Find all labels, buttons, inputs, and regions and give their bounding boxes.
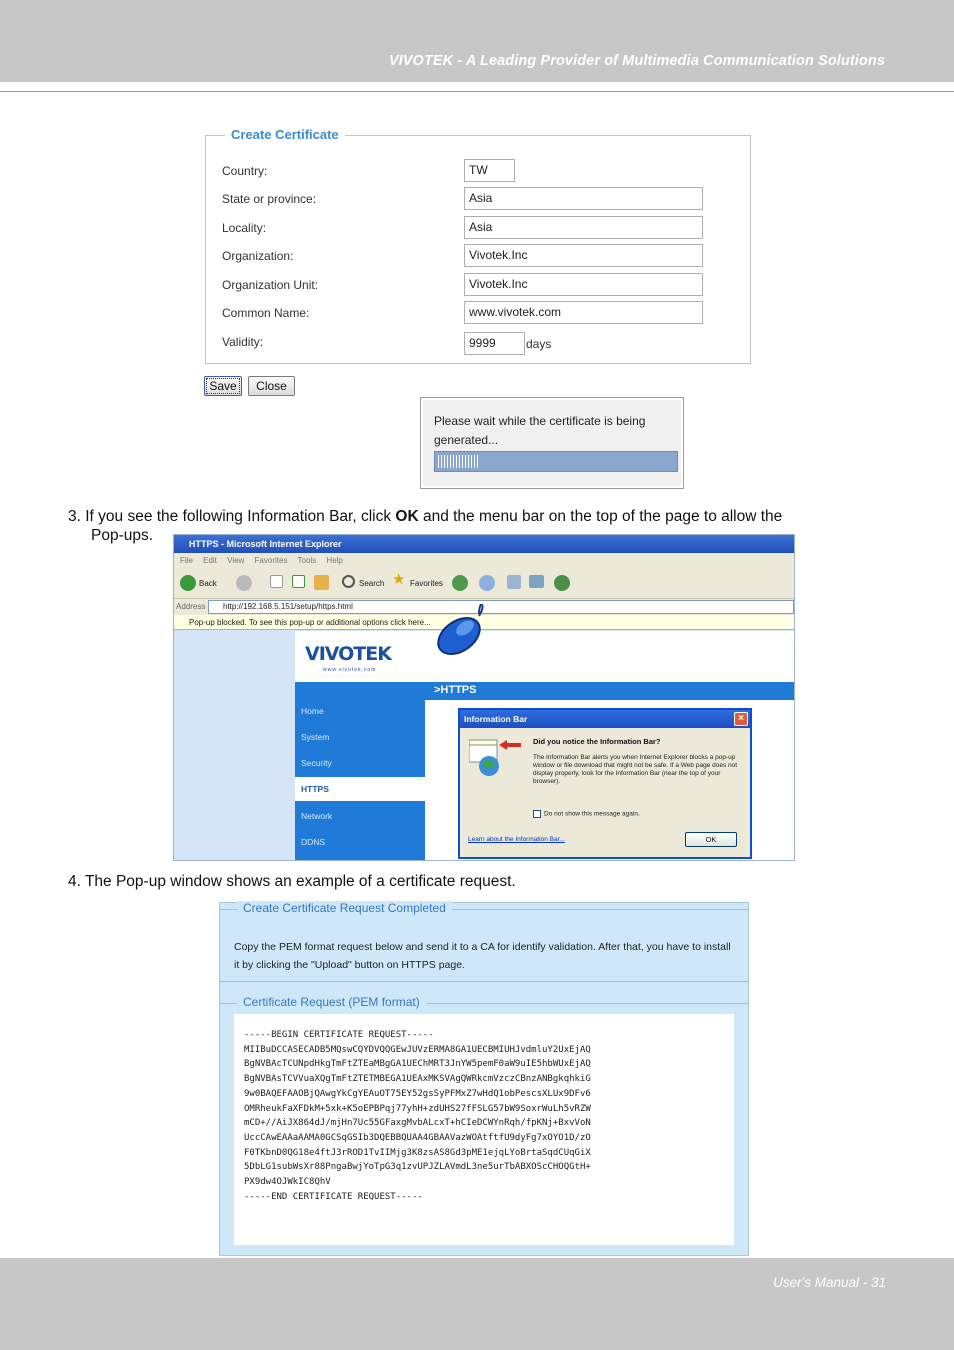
checkbox-box[interactable] — [533, 810, 541, 818]
state-label: State or province: — [222, 192, 317, 206]
progress-fill — [438, 455, 478, 468]
mail-icon[interactable] — [507, 575, 521, 589]
history-icon[interactable] — [479, 575, 495, 591]
progress-bar — [434, 451, 678, 472]
validity-label: Validity: — [222, 335, 264, 349]
vivotek-tagline: www.vivotek.com — [323, 667, 377, 673]
nav-system[interactable]: System — [301, 732, 330, 742]
state-field[interactable]: Asia — [464, 187, 703, 210]
vivotek-nav — [295, 682, 425, 861]
home-icon[interactable] — [314, 575, 329, 590]
dialog-title: Information Bar — [460, 710, 750, 728]
page-footer — [0, 1258, 954, 1350]
organization-unit-label: Organization Unit: — [222, 278, 319, 292]
generating-message: Please wait while the certificate is being generated... — [434, 414, 646, 447]
back-label[interactable]: Back — [199, 579, 217, 588]
dialog-body: The Information Bar alerts you when Internet Explorer blocks a pop-up window or file download that might not be safe. If a Web page does not display properly, look for the Information Bar (near the top of your browser). — [533, 754, 738, 785]
browser-screenshot — [173, 534, 795, 861]
nav-security[interactable]: Security — [301, 758, 332, 768]
information-bar-dialog — [458, 708, 752, 859]
vivotek-header — [295, 631, 795, 682]
browser-toolbar — [174, 569, 795, 599]
close-button[interactable]: Close — [248, 376, 295, 396]
header-title: VIVOTEK - A Leading Provider of Multimedia Communication Solutions — [388, 53, 885, 69]
step-3-ok: OK — [395, 508, 419, 525]
common-name-field[interactable]: www.vivotek.com — [464, 301, 703, 324]
organization-unit-field[interactable]: Vivotek.Inc — [464, 273, 703, 296]
step-3-text — [68, 507, 782, 526]
country-label: Country: — [222, 164, 268, 178]
dont-show-checkbox[interactable] — [533, 810, 640, 818]
save-button[interactable]: Save — [204, 376, 242, 396]
favorites-label[interactable]: Favorites — [410, 579, 443, 588]
create-certificate-panel — [205, 127, 751, 364]
certificate-request-window — [219, 902, 749, 1256]
pem-legend: Certificate Request (PEM format) — [237, 995, 426, 1009]
address-input[interactable]: http://192.168.5.151/setup/https.html — [208, 600, 794, 614]
step-3-prefix: 3. If you see the following Information Bar, click — [68, 508, 396, 525]
learn-more-link[interactable]: Learn about the Information Bar... — [468, 836, 565, 843]
refresh-icon[interactable] — [292, 575, 305, 588]
browser-menu: File Edit View Favorites Tools Help — [174, 553, 795, 569]
information-bar[interactable]: Pop-up blocked. To see this pop-up or additional options click here... — [174, 615, 795, 630]
pem-textarea[interactable]: -----BEGIN CERTIFICATE REQUEST----- MIIBuDCCASECADB5MQswCQYDVQQGEwJUVzERMA8GA1UECBMIUHJvdmluY2UxEjAQ BgNVBAcTCUNpdHkgTmFtZTEaMBgGA1UEChMRT3JnYW5pemF0aW9uIE5hbWUxEjAQ BgNVBAsTCVVuaXQgTmFtZTETMBEGA1UEAxMKSVAgQWRkcmVzczCBnzANBgkqhkiG 9w0BAQEFAAOBjQAwgYkCgYEAuOT75EY52gsSyPFMxZ7wHdQ1obPescsXLUx9DFv6 OMRheukFaXFDkM+5xk+K5oEPBPqj77yhH+zdUHS27fFSLG57bW9SoxrWuLh5vRZW mCD+//AiJX864dJ/mjHn7Uc55GFaxgMvbALcxT+hCIeDCWYnRqh/fpKNj+BxvVoN UccCAwEAAaAAMA0GCSqGSIb3DQEBBQUAA4GBAAVazWOAtftfU9dyFg7xOYO1D/zO F0TKbnD0QG18e4ftJ3rROD1TvIIMjg3K8zsAS8Gd3pME1ejqLYoBrtaSqdCUqGiX 5DbLG1subWsXr88PngaBwjYoTpG3q1zvUPJZLAVmdL3ne5urTbABXOScCHOQGtH+ PX9dw4OJWkIC8QhV -----END CERTIFICATE REQUEST----- — [234, 1014, 734, 1245]
page-number: User's Manual - 31 — [773, 1275, 886, 1290]
validity-field[interactable]: 9999 — [464, 332, 525, 355]
search-icon[interactable] — [342, 575, 355, 588]
ok-button[interactable]: OK — [685, 832, 737, 847]
dialog-question: Did you notice the Information Bar? — [533, 737, 661, 746]
country-field[interactable]: TW — [464, 159, 515, 182]
common-name-label: Common Name: — [222, 306, 310, 320]
header-divider — [0, 91, 954, 92]
messenger-icon[interactable] — [554, 575, 570, 591]
nav-ddns[interactable]: DDNS — [301, 837, 326, 847]
vivotek-title-band — [425, 682, 795, 700]
page-header — [0, 0, 954, 82]
favorites-icon[interactable]: ★ — [392, 571, 406, 588]
forward-icon[interactable] — [236, 575, 252, 591]
create-certificate-legend: Create Certificate — [225, 127, 345, 142]
request-completed-legend: Create Certificate Request Completed — [237, 901, 452, 915]
print-icon[interactable] — [529, 575, 544, 588]
vivotek-page-title: >HTTPS — [434, 684, 477, 696]
locality-field[interactable]: Asia — [464, 216, 703, 239]
close-icon[interactable]: × — [734, 712, 748, 726]
nav-https[interactable]: HTTPS — [295, 777, 425, 801]
days-label: days — [526, 337, 552, 351]
information-bar-illustration-icon — [469, 738, 525, 778]
media-icon[interactable] — [452, 575, 468, 591]
browser-title: HTTPS - Microsoft Internet Explorer — [174, 535, 795, 553]
back-icon[interactable] — [180, 575, 196, 591]
step-3-suffix: and the menu bar on the top of the page to allow the — [418, 508, 783, 525]
step-4-text: 4. The Pop-up window shows an example of a certificate request. — [68, 873, 516, 890]
mouse-icon — [435, 604, 495, 658]
vivotek-logo: VIVOTEK — [305, 643, 391, 665]
stop-icon[interactable] — [270, 575, 283, 588]
nav-network[interactable]: Network — [301, 811, 333, 821]
dont-show-label: Do not show this message again. — [544, 810, 640, 818]
address-label: Address — [176, 602, 206, 611]
generating-dialog — [420, 397, 684, 489]
search-label[interactable]: Search — [359, 579, 385, 588]
organization-field[interactable]: Vivotek.Inc — [464, 244, 703, 267]
organization-label: Organization: — [222, 249, 294, 263]
request-instructions: Copy the PEM format request below and send it to a CA for identify validation. After that, you have to install it by clicking the "Upload" button on HTTPS page. — [234, 941, 731, 971]
nav-home[interactable]: Home — [301, 706, 324, 716]
step-3-line2: Pop-ups. — [91, 527, 154, 544]
locality-label: Locality: — [222, 221, 267, 235]
